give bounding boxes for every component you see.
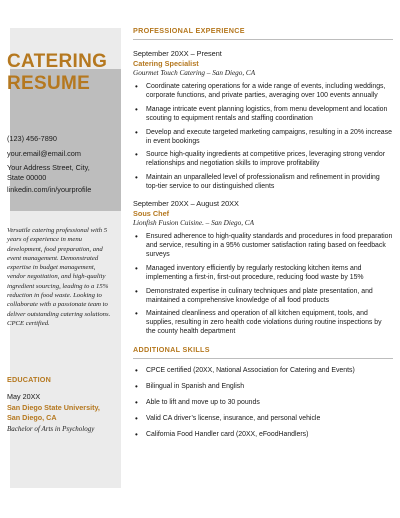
job-bullet: • Maintained cleanliness and operation of all kitchen equipment, tools, and supplies, resulting in zero health code violations during routine inspections by the county health department (133, 310, 393, 337)
job-bullets (133, 83, 393, 192)
skills-divider (133, 358, 393, 359)
contact-email: your.email@email.com (7, 149, 81, 158)
job-title: Catering Specialist (133, 59, 199, 68)
skill-item: • CPCE certified (20XX, National Association for Catering and Events) (133, 367, 393, 376)
education-heading: EDUCATION (7, 375, 51, 384)
job-date: September 20XX – August 20XX (133, 199, 239, 209)
skill-item: • Bilingual in Spanish and English (133, 383, 393, 392)
skill-item: • Valid CA driver’s license, insurance, and personal vehicle (133, 415, 393, 424)
profile-summary: Versatile catering professional with 5 years of experience in menu development, food preparation, and event management. Demonstrated expertise in budget management, vendor negotiation, and high-quality ingredient sourcing, leading to a 15% reduction in food waste. Looking to collaborate with a passionate team to deliver outstanding catering solutions. CPCE certified. (7, 227, 111, 327)
main-content (133, 26, 393, 447)
job-bullets (133, 233, 393, 337)
contact-linkedin: linkedin.com/in/yourprofile (7, 185, 92, 194)
resume-title-line-1: CATERING (7, 51, 108, 72)
job-bullet: • Coordinate catering operations for a wide range of events, including weddings, corporate functions, and private parties, averaging over 100 events annually (133, 83, 393, 101)
job-bullet: • Managed inventory efficiently by regularly restocking kitchen items and implementing a first-in, first-out procedure, reducing food waste by 15% (133, 265, 393, 283)
job-entry (133, 49, 393, 192)
resume-title-line-2: RESUME (7, 73, 91, 94)
job-entry (133, 199, 393, 337)
job-bullet: • Develop and execute targeted marketing campaigns, resulting in a 20% increase in event bookings (133, 129, 393, 147)
skill-item: • Able to lift and move up to 30 pounds (133, 399, 393, 408)
resume-title (7, 51, 111, 95)
education-school: San Diego State University, San Diego, CA (7, 403, 100, 422)
experience-heading: PROFESSIONAL EXPERIENCE (133, 26, 245, 35)
job-bullet: • Ensured adherence to high-quality standards and procedures in food preparation and service, resulting in a 95% customer satisfaction rating based on feedback surveys (133, 233, 393, 260)
job-bullet: • Manage intricate event planning logistics, from menu development and location scouting to equipment rentals and staffing coordination (133, 106, 393, 124)
skills-heading: ADDITIONAL SKILLS (133, 345, 210, 355)
job-company: Gourmet Touch Catering – San Diego, CA (133, 69, 256, 77)
experience-divider (133, 39, 393, 40)
job-date: September 20XX – Present (133, 49, 222, 58)
education-degree: Bachelor of Arts in Psychology (7, 425, 95, 433)
job-title: Sous Chef (133, 209, 170, 219)
contact-phone: (123) 456-7890 (7, 134, 57, 143)
job-bullet: • Source high-quality ingredients at competitive prices, leveraging strong vendor relationships and negotiation skills to improve profitability (133, 151, 393, 169)
skill-item: • California Food Handler card (20XX, eFoodHandlers) (133, 431, 393, 440)
job-bullet: • Maintain an unparalleled level of professionalism and refinement in providing top-tier service to our distinguished clients (133, 174, 393, 192)
job-bullet: • Demonstrated expertise in culinary techniques and plate presentation, and maintained a comprehensive knowledge of all food products (133, 288, 393, 306)
skills-list (133, 367, 393, 440)
job-company: Lionfish Fusion Cuisine. – San Diego, CA (133, 219, 254, 228)
education-date: May 20XX (7, 392, 41, 401)
contact-address: Your Address Street, City, State 00000 (7, 163, 90, 182)
